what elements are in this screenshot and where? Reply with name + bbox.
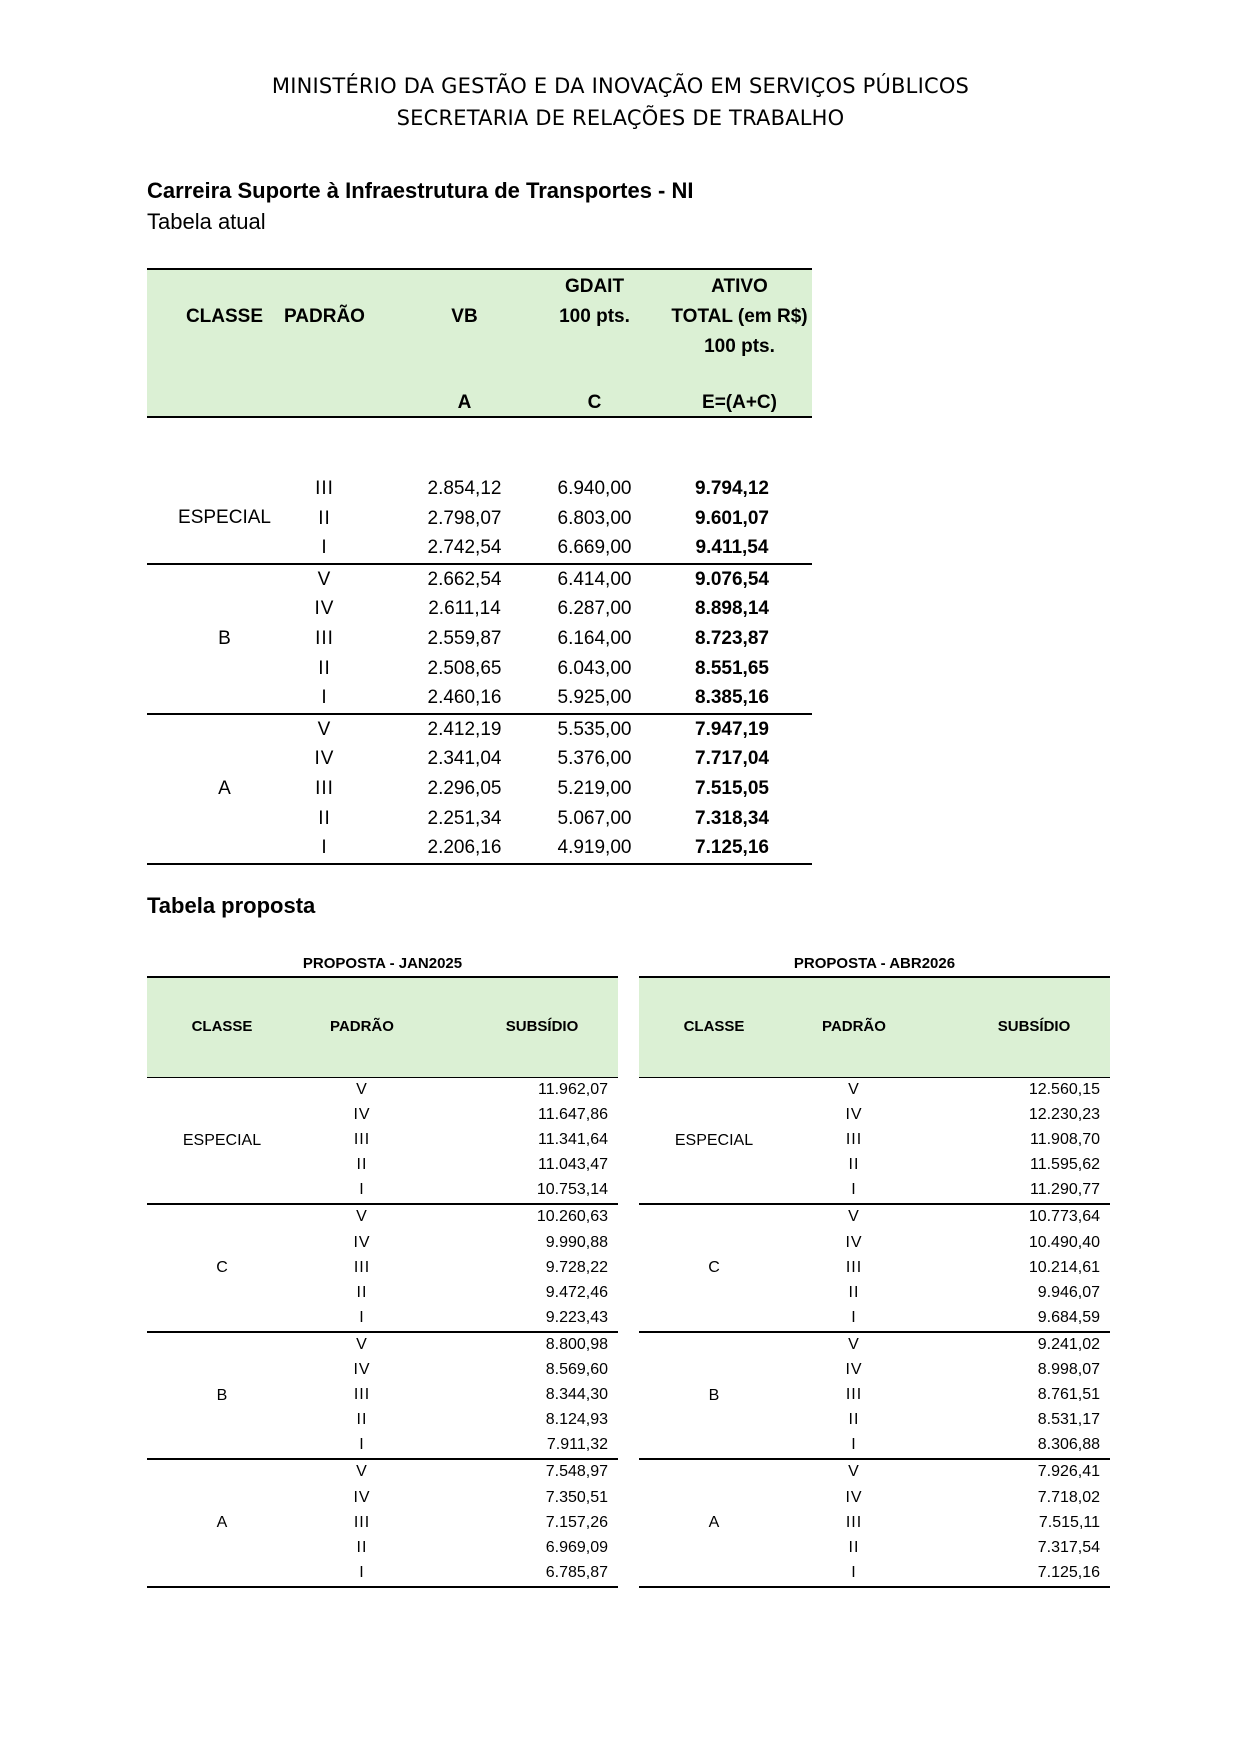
- classe-label: C: [708, 1259, 720, 1277]
- vb-cell: 2.798,07: [427, 507, 502, 529]
- header-ativo: ATIVO: [711, 276, 768, 297]
- padrao-cell: IV: [845, 1488, 863, 1506]
- classe-label: ESPECIAL: [182, 1131, 262, 1149]
- padrao-cell: I: [851, 1436, 857, 1454]
- table-row: [639, 1078, 1110, 1103]
- subsidio-cell: 12.560,15: [1028, 1081, 1100, 1098]
- header-col-e: E=(A+C): [702, 392, 777, 413]
- header-total: TOTAL (em R$): [671, 306, 808, 327]
- padrao-cell: IV: [353, 1233, 371, 1251]
- table-group: [639, 1078, 1110, 1205]
- subsidio-cell: 8.998,07: [1037, 1361, 1100, 1379]
- padrao-cell: V: [356, 1335, 368, 1353]
- table-row: [147, 624, 812, 654]
- table-row: [147, 1408, 618, 1433]
- proposal-header: [147, 976, 618, 1078]
- padrao-cell: V: [317, 568, 332, 590]
- classe-label: C: [216, 1259, 228, 1277]
- total-cell: 9.601,07: [695, 507, 769, 529]
- table-row: [147, 565, 812, 595]
- subsidio-cell: 9.472,46: [545, 1283, 608, 1301]
- table-group: [639, 1205, 1110, 1332]
- padrao-cell: II: [356, 1283, 368, 1301]
- padrao-cell: II: [848, 1538, 860, 1556]
- subsidio-cell: 10.260,63: [536, 1208, 608, 1226]
- header-classe: CLASSE: [191, 1018, 253, 1035]
- subsidio-cell: 11.647,86: [538, 1106, 608, 1124]
- vb-cell: 2.412,19: [427, 718, 502, 740]
- table-row: [147, 594, 812, 624]
- table-group: [147, 1078, 618, 1205]
- table-row: [639, 1256, 1110, 1281]
- padrao-cell: III: [353, 1131, 371, 1149]
- subsidio-cell: 10.490,40: [1028, 1233, 1100, 1251]
- table-row: [639, 1561, 1110, 1586]
- padrao-cell: II: [318, 807, 331, 829]
- table-row: [639, 1511, 1110, 1536]
- current-table: [147, 268, 812, 865]
- subsidio-cell: 8.344,30: [545, 1386, 608, 1404]
- gdait-cell: 5.067,00: [557, 807, 632, 829]
- vb-cell: 2.341,04: [427, 748, 502, 770]
- padrao-cell: II: [848, 1156, 860, 1174]
- vb-cell: 2.559,87: [427, 627, 502, 649]
- subsidio-cell: 11.341,64: [538, 1131, 608, 1149]
- ministry-name: MINISTÉRIO DA GESTÃO E DA INOVAÇÃO EM SERVIÇOS PÚBLICOS: [271, 74, 970, 98]
- table-row: [147, 1205, 618, 1230]
- table-group: [639, 1460, 1110, 1587]
- subsidio-cell: 7.926,41: [1037, 1463, 1100, 1481]
- classe-label: ESPECIAL: [674, 1131, 754, 1149]
- classe-label: A: [708, 1514, 720, 1532]
- proposal-table-jan2025: [147, 952, 618, 1588]
- subsidio-cell: 7.350,51: [545, 1488, 608, 1506]
- table-row: [147, 744, 812, 774]
- proposed-table-label: Tabela proposta: [147, 893, 316, 918]
- padrao-cell: I: [851, 1181, 857, 1199]
- table-row: [147, 1433, 618, 1458]
- padrao-cell: I: [321, 537, 328, 559]
- subsidio-cell: 8.569,60: [545, 1361, 608, 1379]
- gdait-cell: 5.925,00: [557, 687, 632, 709]
- table-row: [639, 1103, 1110, 1128]
- subsidio-cell: 8.531,17: [1037, 1411, 1100, 1429]
- subsidio-cell: 7.718,02: [1037, 1488, 1100, 1506]
- subsidio-cell: 9.728,22: [545, 1258, 608, 1276]
- table-row: [147, 1231, 618, 1256]
- subsidio-cell: 12.230,23: [1028, 1106, 1100, 1124]
- total-cell: 7.515,05: [695, 777, 769, 799]
- subsidio-cell: 7.515,11: [1038, 1513, 1100, 1531]
- padrao-cell: II: [356, 1411, 368, 1429]
- table-row: [147, 1460, 618, 1485]
- subsidio-cell: 9.684,59: [1037, 1308, 1100, 1326]
- header-col-c: C: [587, 392, 602, 413]
- table-row: [639, 1153, 1110, 1178]
- table-row: [147, 1153, 618, 1178]
- total-cell: 9.411,54: [695, 537, 769, 559]
- vb-cell: 2.742,54: [427, 537, 502, 559]
- padrao-cell: I: [359, 1181, 365, 1199]
- proposal-caption: PROPOSTA - JAN2025: [302, 955, 463, 972]
- proposal-caption: PROPOSTA - ABR2026: [793, 955, 956, 972]
- total-cell: 7.717,04: [695, 748, 769, 770]
- padrao-cell: II: [848, 1411, 860, 1429]
- proposal-header: [639, 976, 1110, 1078]
- padrao-cell: I: [321, 837, 328, 859]
- padrao-cell: III: [353, 1513, 371, 1531]
- gdait-cell: 6.043,00: [557, 657, 632, 679]
- subsidio-cell: 10.753,14: [536, 1181, 608, 1199]
- total-cell: 7.125,16: [695, 837, 769, 859]
- table-group: [147, 1333, 618, 1460]
- subsidio-cell: 8.124,93: [545, 1411, 608, 1429]
- vb-cell: 2.611,14: [428, 598, 501, 620]
- padrao-cell: V: [848, 1463, 860, 1481]
- table-row: [147, 1358, 618, 1383]
- subsidio-cell: 7.548,97: [545, 1463, 608, 1481]
- subsidio-cell: 7.911,32: [546, 1436, 608, 1454]
- table-row: [147, 1078, 618, 1103]
- total-cell: 8.898,14: [695, 598, 769, 620]
- total-cell: 7.947,19: [695, 718, 769, 740]
- padrao-cell: III: [845, 1513, 863, 1531]
- total-cell: 9.076,54: [695, 568, 769, 590]
- classe-label: B: [708, 1386, 720, 1404]
- padrao-cell: I: [359, 1436, 365, 1454]
- table-row: [147, 774, 812, 804]
- padrao-cell: III: [845, 1131, 863, 1149]
- classe-label: B: [216, 1386, 228, 1404]
- table-row: [147, 804, 812, 834]
- table-row: [147, 715, 812, 745]
- table-group: [147, 1460, 618, 1587]
- padrao-cell: V: [317, 718, 332, 740]
- padrao-cell: III: [315, 777, 334, 799]
- table-row: [147, 474, 812, 504]
- header-classe: CLASSE: [185, 306, 264, 327]
- table-row: [639, 1358, 1110, 1383]
- table-row: [147, 1178, 618, 1203]
- padrao-cell: IV: [845, 1361, 863, 1379]
- subsidio-cell: 10.773,64: [1028, 1208, 1100, 1226]
- table-row: [147, 1383, 618, 1408]
- padrao-cell: I: [851, 1308, 857, 1326]
- classe-label: B: [218, 627, 231, 649]
- subsidio-cell: 9.241,02: [1037, 1335, 1100, 1353]
- table-group: [147, 715, 812, 865]
- header-col-a: A: [457, 392, 472, 413]
- header-vb: VB: [451, 306, 478, 327]
- padrao-cell: III: [315, 627, 334, 649]
- total-cell: 8.723,87: [695, 627, 769, 649]
- gdait-cell: 6.669,00: [557, 537, 632, 559]
- gdait-cell: 6.287,00: [557, 598, 632, 620]
- padrao-cell: V: [848, 1208, 860, 1226]
- gdait-cell: 5.219,00: [557, 777, 632, 799]
- padrao-cell: I: [359, 1308, 365, 1326]
- career-title: Carreira Suporte à Infraestrutura de Transportes - NI: [147, 178, 694, 203]
- table-row: [639, 1433, 1110, 1458]
- padrao-cell: V: [356, 1081, 368, 1098]
- table-group: [639, 1333, 1110, 1460]
- table-row: [147, 1306, 618, 1331]
- gdait-cell: 5.535,00: [557, 718, 632, 740]
- total-cell: 8.385,16: [695, 687, 769, 709]
- padrao-cell: III: [353, 1258, 371, 1276]
- subsidio-cell: 11.962,07: [538, 1081, 608, 1098]
- table-row: [639, 1128, 1110, 1153]
- table-row: [147, 533, 812, 563]
- subsidio-cell: 11.290,77: [1030, 1181, 1100, 1199]
- gdait-cell: 5.376,00: [557, 748, 632, 770]
- table-row: [147, 1511, 618, 1536]
- header-total-pts: 100 pts.: [704, 336, 775, 357]
- table-row: [639, 1536, 1110, 1561]
- padrao-cell: IV: [314, 598, 335, 620]
- table-row: [639, 1333, 1110, 1358]
- vb-cell: 2.251,34: [427, 807, 502, 829]
- table-row: [147, 1281, 618, 1306]
- padrao-cell: IV: [353, 1361, 371, 1379]
- total-cell: 7.318,34: [695, 807, 769, 829]
- subsidio-cell: 8.800,98: [545, 1335, 608, 1353]
- total-cell: 9.794,12: [695, 478, 769, 499]
- padrao-cell: II: [318, 657, 331, 679]
- header-subsidio: SUBSÍDIO: [505, 1018, 579, 1035]
- table-row: [639, 1306, 1110, 1331]
- classe-label: ESPECIAL: [178, 507, 271, 529]
- table-group: [147, 1205, 618, 1332]
- padrao-cell: V: [848, 1081, 860, 1098]
- secretariat-name: SECRETARIA DE RELAÇÕES DE TRABALHO: [396, 106, 845, 130]
- table-row: [147, 1128, 618, 1153]
- table-row: [639, 1383, 1110, 1408]
- padrao-cell: II: [356, 1156, 368, 1174]
- table-row: [147, 1561, 618, 1586]
- padrao-cell: I: [851, 1563, 857, 1581]
- table-group: [147, 565, 812, 715]
- subsidio-cell: 7.157,26: [545, 1513, 608, 1531]
- table-row: [639, 1408, 1110, 1433]
- proposal-table-abr2026: [639, 952, 1110, 1588]
- table-row: [639, 1205, 1110, 1230]
- gdait-cell: 6.414,00: [557, 568, 632, 590]
- subsidio-cell: 10.214,61: [1028, 1258, 1100, 1276]
- vb-cell: 2.206,16: [427, 837, 502, 859]
- classe-label: A: [216, 1514, 228, 1532]
- subsidio-cell: 11.043,47: [538, 1156, 608, 1174]
- vb-cell: 2.854,12: [427, 478, 502, 499]
- gdait-cell: 6.803,00: [557, 507, 632, 529]
- header-padrao: PADRÃO: [822, 1018, 886, 1035]
- gdait-cell: 6.940,00: [557, 478, 632, 499]
- gdait-cell: 4.919,00: [557, 837, 632, 859]
- subsidio-cell: 9.990,88: [545, 1233, 608, 1251]
- total-cell: 8.551,65: [695, 657, 769, 679]
- subsidio-cell: 9.223,43: [545, 1308, 608, 1326]
- table-row: [639, 1281, 1110, 1306]
- subsidio-cell: 7.317,54: [1037, 1538, 1100, 1556]
- table-row: [147, 1536, 618, 1561]
- table-row: [147, 1256, 618, 1281]
- subsidio-cell: 6.969,09: [545, 1538, 608, 1556]
- padrao-cell: III: [845, 1386, 863, 1404]
- table-row: [147, 1486, 618, 1511]
- table-row: [147, 683, 812, 713]
- subsidio-cell: 9.946,07: [1037, 1283, 1100, 1301]
- table-row: [639, 1486, 1110, 1511]
- padrao-cell: II: [848, 1283, 860, 1301]
- table-row: [639, 1178, 1110, 1203]
- subsidio-cell: 7.125,16: [1037, 1563, 1100, 1581]
- table-row: [147, 1333, 618, 1358]
- padrao-cell: IV: [845, 1233, 863, 1251]
- table-group: [147, 474, 812, 565]
- subsidio-cell: 8.761,51: [1037, 1386, 1100, 1404]
- padrao-cell: III: [353, 1386, 371, 1404]
- padrao-cell: IV: [353, 1106, 371, 1124]
- header-gdait-pts: 100 pts.: [559, 306, 630, 327]
- padrao-cell: II: [318, 507, 331, 529]
- table-row: [147, 654, 812, 684]
- padrao-cell: III: [315, 478, 334, 499]
- current-table-label: Tabela atual: [147, 209, 266, 234]
- table-row: [147, 504, 812, 534]
- current-table-body: [147, 474, 812, 865]
- header-classe: CLASSE: [683, 1018, 745, 1035]
- table-row: [147, 833, 812, 863]
- vb-cell: 2.662,54: [427, 568, 502, 590]
- vb-cell: 2.296,05: [427, 777, 502, 799]
- header-padrao: PADRÃO: [330, 1018, 394, 1035]
- padrao-cell: IV: [845, 1106, 863, 1124]
- subsidio-cell: 11.908,70: [1030, 1131, 1100, 1149]
- subsidio-cell: 11.595,62: [1030, 1156, 1100, 1174]
- vb-cell: 2.460,16: [427, 687, 502, 709]
- vb-cell: 2.508,65: [427, 657, 502, 679]
- current-table-header: [147, 268, 812, 418]
- padrao-cell: IV: [353, 1488, 371, 1506]
- padrao-cell: I: [321, 687, 328, 709]
- gdait-cell: 6.164,00: [557, 627, 632, 649]
- header-padrao: PADRÃO: [284, 306, 365, 327]
- padrao-cell: II: [356, 1538, 368, 1556]
- subsidio-cell: 8.306,88: [1037, 1436, 1100, 1454]
- classe-label: A: [218, 777, 231, 799]
- padrao-cell: V: [356, 1463, 368, 1481]
- subsidio-cell: 6.785,87: [545, 1563, 608, 1581]
- table-row: [639, 1460, 1110, 1485]
- header-subsidio: SUBSÍDIO: [997, 1018, 1071, 1035]
- padrao-cell: V: [848, 1335, 860, 1353]
- document-header: [0, 70, 1241, 134]
- padrao-cell: I: [359, 1563, 365, 1581]
- padrao-cell: IV: [314, 748, 335, 770]
- table-row: [147, 1103, 618, 1128]
- padrao-cell: V: [356, 1208, 368, 1226]
- padrao-cell: III: [845, 1258, 863, 1276]
- table-row: [639, 1231, 1110, 1256]
- header-gdait: GDAIT: [564, 276, 625, 297]
